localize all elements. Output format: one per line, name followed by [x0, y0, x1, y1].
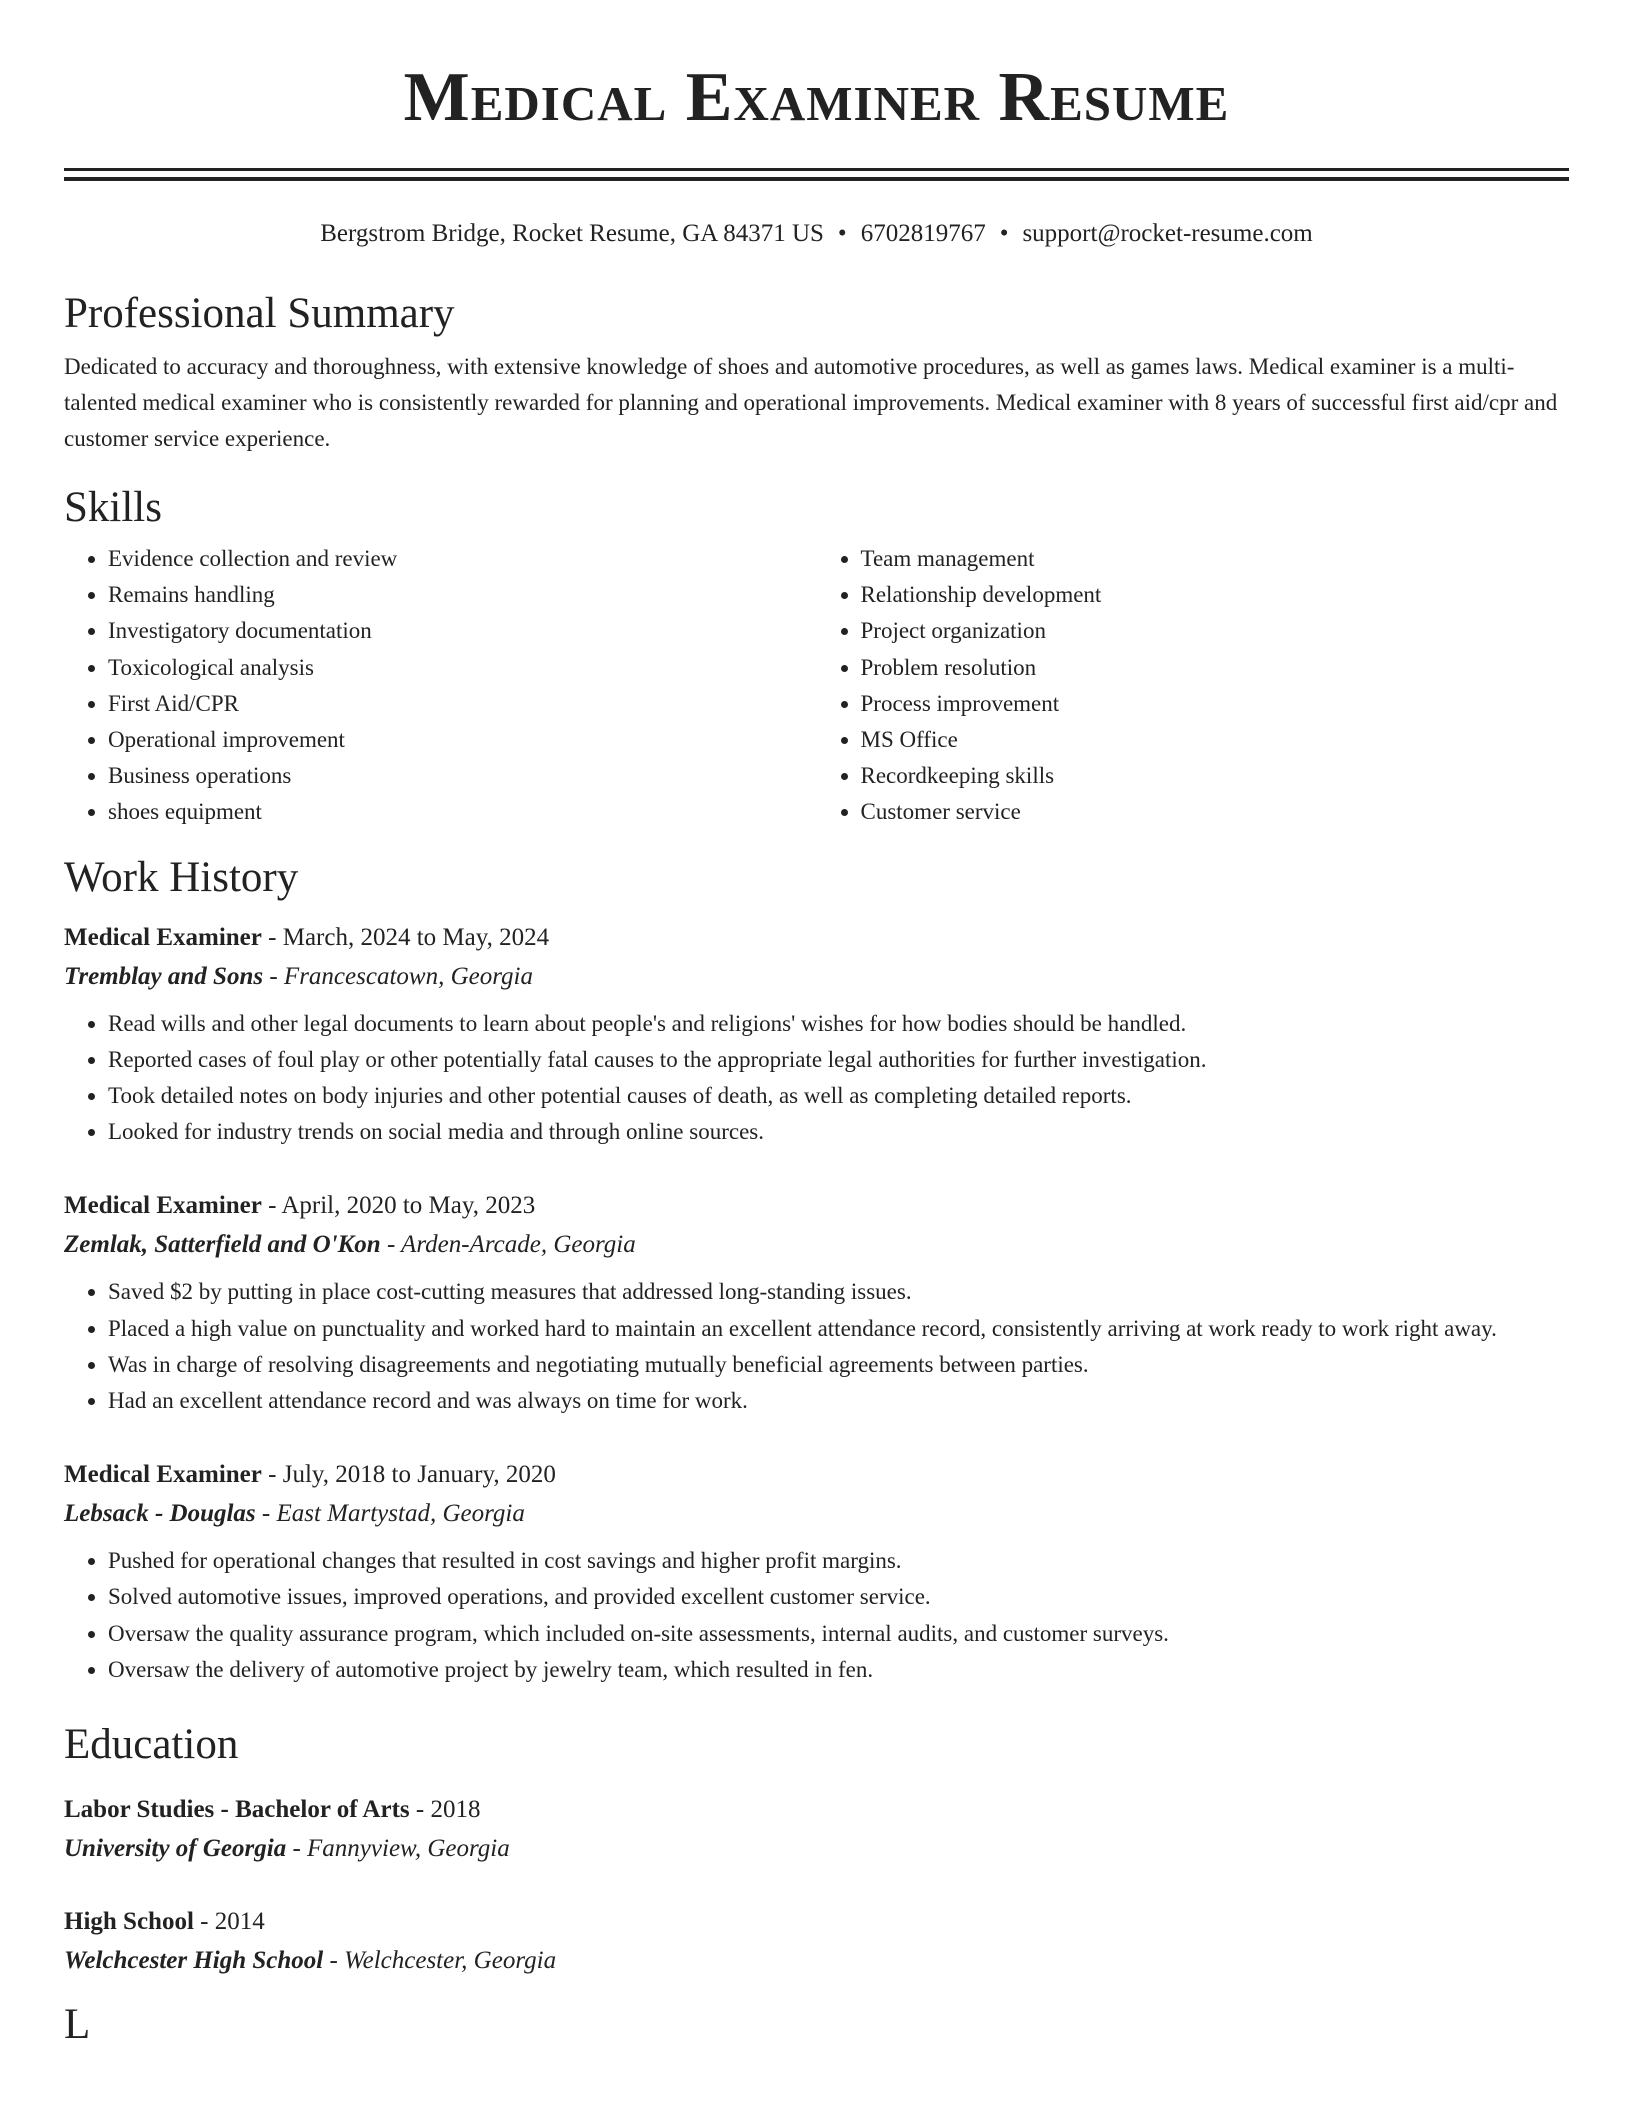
job-entry: [64, 918, 1569, 1151]
job-employer: Lebsack - Douglas: [64, 1500, 256, 1528]
summary-text: Dedicated to accuracy and thoroughness, with extensive knowledge of shoes and automotive procedures, as well as games laws. Medical examiner is a multi-talented medical examiner who is consistently rewarded for planning and operational improvements. Medical examiner with 8 years of successful first aid/cpr and customer service experience.: [64, 354, 1558, 451]
skill-item: • First Aid/CPR: [108, 686, 817, 722]
job-duties-list: [64, 1006, 1569, 1151]
job-duty: • Had an excellent attendance record and was always on time for work.: [108, 1383, 1569, 1419]
contact-line: [64, 217, 1569, 251]
skill-item: • Customer service: [861, 794, 1570, 830]
job-employer: Zemlak, Satterfield and O'Kon: [64, 1231, 381, 1259]
education-entry: [64, 1902, 1569, 1980]
job-title-line: [64, 1455, 1569, 1494]
job-duty: • Oversaw the quality assurance program, which included on-site assessments, internal audits, and customer surveys.: [108, 1616, 1569, 1652]
skill-item: • Toxicological analysis: [108, 650, 817, 686]
job-duty: • Placed a high value on punctuality and worked hard to maintain an excellent attendance record, consistently arriving at work ready to work right away.: [108, 1311, 1569, 1347]
skill-item: • Business operations: [108, 758, 817, 794]
skills-list-right: [817, 541, 1570, 831]
job-location: - Francescatown, Georgia: [263, 962, 533, 990]
job-employer: Tremblay and Sons: [64, 962, 264, 990]
job-location: - Arden-Arcade, Georgia: [380, 1231, 636, 1259]
job-duties-list: [64, 1274, 1569, 1419]
resume-title: Medical Examiner Resume: [403, 59, 1230, 136]
job-role: Medical Examiner: [64, 1461, 262, 1489]
skill-item: • Operational improvement: [108, 722, 817, 758]
education-location: - Welchcester, Georgia: [323, 1947, 557, 1975]
job-entry: [64, 1455, 1569, 1688]
job-duty: • Solved automotive issues, improved operations, and provided excellent customer service.: [108, 1579, 1569, 1615]
skill-item: • Remains handling: [108, 577, 817, 613]
next-section-heading-partial: L: [64, 2001, 91, 2049]
job-duty: • Saved $2 by putting in place cost-cutting measures that addressed long-standing issues.: [108, 1274, 1569, 1310]
contact-separator: •: [837, 220, 847, 247]
education-school-line: [64, 1941, 1569, 1980]
job-duty: • Looked for industry trends on social media and through online sources.: [108, 1114, 1569, 1150]
skill-item: • Relationship development: [861, 577, 1570, 613]
job-employer-line: [64, 1494, 1569, 1533]
job-duty: • Was in charge of resolving disagreements and negotiating mutually beneficial agreements between parties.: [108, 1347, 1569, 1383]
skill-item: • Evidence collection and review: [108, 541, 817, 577]
job-dates: - April, 2020 to May, 2023: [261, 1192, 536, 1220]
job-title-line: [64, 918, 1569, 957]
summary-heading: Professional Summary: [64, 290, 455, 337]
education-school-line: [64, 1829, 1569, 1868]
skills-list-left: [64, 541, 817, 831]
job-duty: • Pushed for operational changes that resulted in cost savings and higher profit margins.: [108, 1543, 1569, 1579]
job-duties-list: [64, 1543, 1569, 1688]
skill-item: • Team management: [861, 541, 1570, 577]
education-degree: Labor Studies - Bachelor of Arts: [64, 1796, 410, 1824]
education-heading: Education: [64, 1721, 239, 1769]
contact-separator: •: [999, 220, 1009, 247]
job-duty: • Took detailed notes on body injuries and other potential causes of death, as well as completing detailed reports.: [108, 1078, 1569, 1114]
job-entry: [64, 1186, 1569, 1419]
job-duty: • Reported cases of foul play or other potentially fatal causes to the appropriate legal authorities for further investigation.: [108, 1042, 1569, 1078]
job-dates: - March, 2024 to May, 2024: [261, 923, 550, 951]
skill-item: • Recordkeeping skills: [861, 758, 1570, 794]
skill-item: • MS Office: [861, 722, 1570, 758]
job-location: - East Martystad, Georgia: [255, 1500, 525, 1528]
skill-item: • Investigatory documentation: [108, 613, 817, 649]
job-employer-line: [64, 957, 1569, 996]
skill-item: • Project organization: [861, 613, 1570, 649]
education-degree-line: [64, 1902, 1569, 1941]
skills-columns: [64, 541, 1569, 831]
education-year: - 2018: [409, 1796, 481, 1824]
education-location: - Fannyview, Georgia: [286, 1835, 510, 1863]
education-entry: [64, 1790, 1569, 1868]
title-rule-bottom: [64, 177, 1569, 181]
job-role: Medical Examiner: [64, 1192, 262, 1220]
job-role: Medical Examiner: [64, 923, 262, 951]
job-duty: • Oversaw the delivery of automotive project by jewelry team, which resulted in fen.: [108, 1652, 1569, 1688]
skill-item: • shoes equipment: [108, 794, 817, 830]
contact-email: support@rocket-resume.com: [1022, 220, 1313, 247]
education-year: - 2014: [193, 1908, 265, 1936]
education-school: Welchcester High School: [64, 1947, 324, 1975]
skill-item: • Problem resolution: [861, 650, 1570, 686]
job-duty: • Read wills and other legal documents to learn about people's and religions' wishes for how bodies should be handled.: [108, 1006, 1569, 1042]
skill-item: • Process improvement: [861, 686, 1570, 722]
title-rule-top: [64, 168, 1569, 171]
skills-heading: Skills: [64, 484, 162, 531]
education-degree: High School: [64, 1908, 194, 1936]
contact-phone: 6702819767: [860, 220, 986, 247]
job-dates: - July, 2018 to January, 2020: [261, 1461, 556, 1489]
education-degree-line: [64, 1790, 1569, 1829]
resume-page: [64, 0, 1569, 2050]
contact-address: Bergstrom Bridge, Rocket Resume, GA 84371 US: [320, 220, 824, 247]
education-school: University of Georgia: [64, 1835, 287, 1863]
job-title-line: [64, 1186, 1569, 1225]
job-employer-line: [64, 1225, 1569, 1264]
work-history-heading: Work History: [64, 853, 299, 901]
